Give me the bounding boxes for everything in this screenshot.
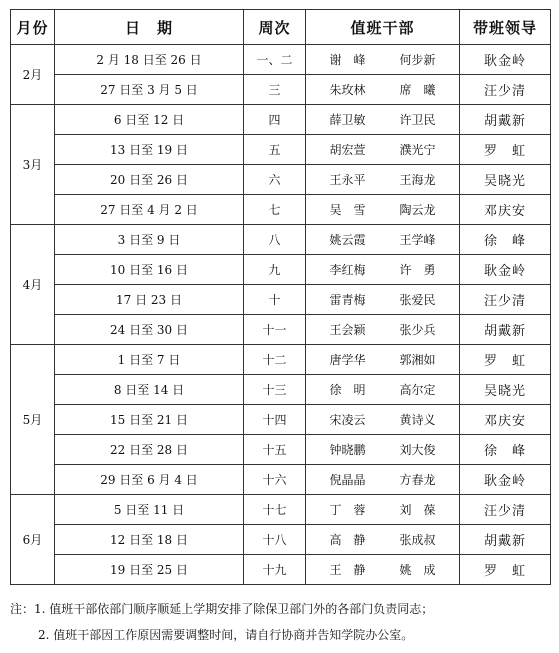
leader-cell: 胡戴新 — [460, 525, 551, 555]
week-cell: 十八 — [244, 525, 306, 555]
staff-cell — [306, 375, 460, 405]
date-cell: 27 日至 4 月 2 日 — [55, 195, 244, 225]
table-row — [11, 75, 551, 105]
leader-cell: 罗 虹 — [460, 135, 551, 165]
leader-cell: 汪少清 — [460, 285, 551, 315]
staff-cell — [306, 405, 460, 435]
leader-cell: 徐 峰 — [460, 225, 551, 255]
staff-name-2: 高尔定 — [399, 383, 436, 397]
staff-name-2: 刘大俊 — [399, 443, 436, 457]
staff-cell — [306, 195, 460, 225]
staff-name-1: 谢 峰 — [329, 53, 366, 67]
staff-name-2: 许卫民 — [399, 113, 436, 127]
week-cell: 十九 — [244, 555, 306, 585]
month-cell: 4月 — [11, 225, 55, 345]
notes — [10, 596, 555, 648]
leader-cell: 吴晓光 — [460, 165, 551, 195]
table-row — [11, 495, 551, 525]
header-week: 周次 — [244, 10, 306, 45]
date-cell: 29 日至 6 月 4 日 — [55, 465, 244, 495]
header-row — [11, 10, 551, 45]
staff-name-2: 王学峰 — [399, 233, 436, 247]
week-cell: 十二 — [244, 345, 306, 375]
staff-name-1: 吴 雪 — [329, 203, 366, 217]
table-row — [11, 165, 551, 195]
leader-cell: 耿金岭 — [460, 465, 551, 495]
staff-name-1: 倪晶晶 — [329, 473, 366, 487]
table-row — [11, 315, 551, 345]
staff-name-2: 王海龙 — [399, 173, 436, 187]
date-cell: 3 日至 9 日 — [55, 225, 244, 255]
staff-name-1: 雷青梅 — [329, 293, 366, 307]
staff-cell — [306, 315, 460, 345]
month-cell: 6月 — [11, 495, 55, 585]
staff-cell — [306, 45, 460, 75]
table-row — [11, 135, 551, 165]
leader-cell: 汪少清 — [460, 495, 551, 525]
table-row — [11, 465, 551, 495]
date-cell: 1 日至 7 日 — [55, 345, 244, 375]
staff-cell — [306, 345, 460, 375]
staff-name-2: 郭湘如 — [399, 353, 436, 367]
leader-cell: 胡戴新 — [460, 315, 551, 345]
week-cell: 十一 — [244, 315, 306, 345]
staff-cell — [306, 435, 460, 465]
leader-cell: 邓庆安 — [460, 195, 551, 225]
staff-name-2: 方春龙 — [399, 473, 436, 487]
staff-name-1: 唐学华 — [329, 353, 366, 367]
week-cell: 十七 — [244, 495, 306, 525]
month-cell: 3月 — [11, 105, 55, 225]
date-cell: 19 日至 25 日 — [55, 555, 244, 585]
staff-name-2: 陶云龙 — [399, 203, 436, 217]
staff-cell — [306, 525, 460, 555]
staff-cell — [306, 165, 460, 195]
week-cell: 一、二 — [244, 45, 306, 75]
staff-name-2: 何步新 — [399, 53, 436, 67]
staff-cell — [306, 105, 460, 135]
staff-name-2: 姚 成 — [399, 563, 436, 577]
week-cell: 四 — [244, 105, 306, 135]
month-cell: 5月 — [11, 345, 55, 495]
date-cell: 13 日至 19 日 — [55, 135, 244, 165]
staff-name-2: 刘 葆 — [399, 503, 436, 517]
staff-cell — [306, 465, 460, 495]
week-cell: 十三 — [244, 375, 306, 405]
leader-cell: 罗 虹 — [460, 555, 551, 585]
staff-name-1: 徐 明 — [329, 383, 366, 397]
week-cell: 七 — [244, 195, 306, 225]
staff-name-1: 胡宏萱 — [329, 143, 366, 157]
staff-name-1: 李红梅 — [329, 263, 366, 277]
leader-cell: 耿金岭 — [460, 255, 551, 285]
schedule-body — [11, 45, 551, 585]
staff-cell — [306, 495, 460, 525]
month-cell: 2月 — [11, 45, 55, 105]
week-cell: 三 — [244, 75, 306, 105]
table-row — [11, 285, 551, 315]
date-cell: 15 日至 21 日 — [55, 405, 244, 435]
staff-name-2: 许 勇 — [399, 263, 436, 277]
staff-name-1: 王永平 — [329, 173, 366, 187]
date-cell: 27 日至 3 月 5 日 — [55, 75, 244, 105]
staff-name-1: 丁 蓉 — [329, 503, 366, 517]
date-cell: 5 日至 11 日 — [55, 495, 244, 525]
leader-cell: 徐 峰 — [460, 435, 551, 465]
header-date: 日 期 — [55, 10, 244, 45]
week-cell: 十四 — [244, 405, 306, 435]
note-line-2: 2. 值班干部因工作原因需要调整时间，请自行协商并告知学院办公室。 — [38, 628, 414, 642]
date-cell: 2 月 18 日至 26 日 — [55, 45, 244, 75]
staff-name-2: 张少兵 — [399, 323, 436, 337]
staff-cell — [306, 135, 460, 165]
table-row — [11, 375, 551, 405]
staff-name-2: 濮光宁 — [399, 143, 436, 157]
date-cell: 20 日至 26 日 — [55, 165, 244, 195]
table-row — [11, 195, 551, 225]
staff-cell — [306, 75, 460, 105]
staff-name-1: 王 静 — [329, 563, 366, 577]
table-row — [11, 225, 551, 255]
staff-cell — [306, 225, 460, 255]
week-cell: 六 — [244, 165, 306, 195]
week-cell: 八 — [244, 225, 306, 255]
leader-cell: 汪少清 — [460, 75, 551, 105]
week-cell: 九 — [244, 255, 306, 285]
date-cell: 8 日至 14 日 — [55, 375, 244, 405]
leader-cell: 邓庆安 — [460, 405, 551, 435]
note-line-1: 注：1. 值班干部依部门顺序顺延上学期安排了除保卫部门外的各部门负责同志； — [10, 602, 434, 616]
leader-cell: 吴晓光 — [460, 375, 551, 405]
week-cell: 五 — [244, 135, 306, 165]
header-staff: 值班干部 — [306, 10, 460, 45]
staff-name-1: 钟晓鹏 — [329, 443, 366, 457]
staff-name-2: 黄诗义 — [399, 413, 436, 427]
table-row — [11, 555, 551, 585]
staff-name-1: 宋凌云 — [329, 413, 366, 427]
staff-name-2: 席 曦 — [399, 83, 436, 97]
week-cell: 十 — [244, 285, 306, 315]
date-cell: 17 日 23 日 — [55, 285, 244, 315]
staff-cell — [306, 285, 460, 315]
table-row — [11, 405, 551, 435]
table-row — [11, 525, 551, 555]
date-cell: 10 日至 16 日 — [55, 255, 244, 285]
staff-name-1: 薛卫敏 — [329, 113, 366, 127]
date-cell: 6 日至 12 日 — [55, 105, 244, 135]
table-row — [11, 345, 551, 375]
leader-cell: 耿金岭 — [460, 45, 551, 75]
leader-cell: 胡戴新 — [460, 105, 551, 135]
table-row — [11, 105, 551, 135]
header-leader: 带班领导 — [460, 10, 551, 45]
week-cell: 十六 — [244, 465, 306, 495]
staff-name-1: 朱玫林 — [329, 83, 366, 97]
leader-cell: 罗 虹 — [460, 345, 551, 375]
header-month: 月份 — [11, 10, 55, 45]
date-cell: 22 日至 28 日 — [55, 435, 244, 465]
staff-name-2: 张成叔 — [399, 533, 436, 547]
staff-name-2: 张爱民 — [399, 293, 436, 307]
staff-name-1: 姚云霞 — [329, 233, 366, 247]
date-cell: 12 日至 18 日 — [55, 525, 244, 555]
staff-name-1: 王会颖 — [329, 323, 366, 337]
staff-cell — [306, 255, 460, 285]
date-cell: 24 日至 30 日 — [55, 315, 244, 345]
table-row — [11, 45, 551, 75]
table-row — [11, 255, 551, 285]
duty-schedule-table — [10, 9, 551, 585]
staff-cell — [306, 555, 460, 585]
week-cell: 十五 — [244, 435, 306, 465]
staff-name-1: 高 静 — [329, 533, 366, 547]
table-row — [11, 435, 551, 465]
